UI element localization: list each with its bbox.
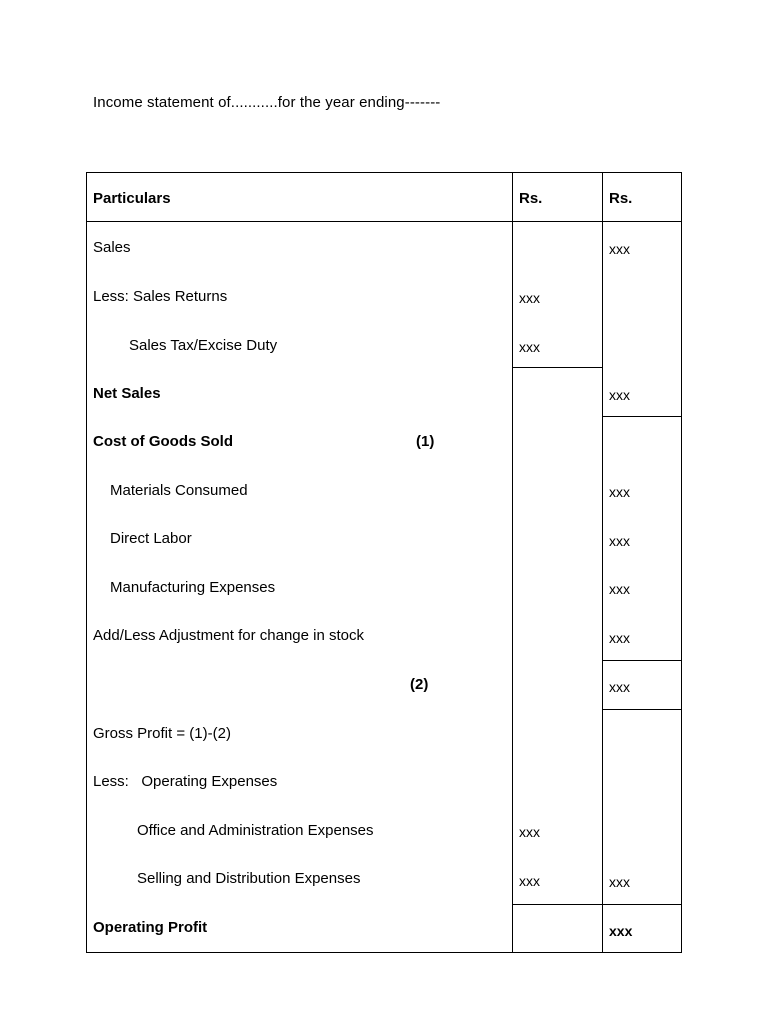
row-gross-profit-label: Gross Profit = (1)-(2) bbox=[93, 725, 231, 742]
row-subtotal-marker: (2) bbox=[410, 676, 429, 693]
col2-rule-after-subtotal bbox=[602, 709, 682, 710]
row-operating-profit-col2: xxx bbox=[609, 923, 633, 939]
row-net-sales-col2: xxx bbox=[609, 387, 630, 403]
row-stock-adjustment-col2: xxx bbox=[609, 630, 630, 646]
col2-left-border bbox=[602, 172, 603, 953]
row-subtotal-col2: xxx bbox=[609, 679, 630, 695]
table-right-border bbox=[681, 172, 682, 953]
row-stock-adjustment-label: Add/Less Adjustment for change in stock bbox=[93, 627, 364, 644]
row-cogs-label: Cost of Goods Sold bbox=[93, 433, 233, 450]
col1-rule-after-duty bbox=[512, 367, 602, 368]
document-title: Income statement of...........for the year ending------- bbox=[93, 94, 441, 111]
rule-before-operating-profit bbox=[512, 904, 682, 905]
row-selling-distribution-col2: xxx bbox=[609, 874, 630, 890]
col1-left-border bbox=[512, 172, 513, 953]
table-left-border bbox=[86, 172, 87, 953]
row-operating-expenses-label: Less: Operating Expenses bbox=[93, 773, 278, 790]
col2-rule-before-subtotal bbox=[602, 660, 682, 661]
row-sales-col2: xxx bbox=[609, 241, 630, 257]
income-statement-table bbox=[86, 172, 682, 953]
row-net-sales-label: Net Sales bbox=[93, 385, 161, 402]
row-manufacturing-label: Manufacturing Expenses bbox=[110, 579, 276, 596]
header-bottom-border bbox=[86, 221, 682, 222]
row-operating-profit-label: Operating Profit bbox=[93, 919, 208, 936]
row-sales-label: Sales bbox=[93, 239, 131, 256]
row-sales-returns-label: Less: Sales Returns bbox=[93, 288, 228, 305]
row-direct-labor-col2: xxx bbox=[609, 533, 630, 549]
row-materials-col2: xxx bbox=[609, 484, 630, 500]
row-cogs-marker: (1) bbox=[416, 433, 435, 450]
row-direct-labor-label: Direct Labor bbox=[110, 530, 192, 547]
col2-rule-after-netsales bbox=[602, 416, 682, 417]
row-office-admin-label: Office and Administration Expenses bbox=[137, 822, 374, 839]
header-rs-col2: Rs. bbox=[609, 190, 633, 207]
row-manufacturing-col2: xxx bbox=[609, 581, 630, 597]
row-office-admin-col1: xxx bbox=[519, 824, 540, 840]
header-rs-col1: Rs. bbox=[519, 190, 543, 207]
row-selling-distribution-col1: xxx bbox=[519, 873, 540, 889]
table-top-border bbox=[86, 172, 682, 173]
row-sales-tax-col1: xxx bbox=[519, 339, 540, 355]
row-materials-label: Materials Consumed bbox=[110, 482, 248, 499]
row-selling-distribution-label: Selling and Distribution Expenses bbox=[137, 870, 361, 887]
table-bottom-border bbox=[86, 952, 682, 953]
row-sales-returns-col1: xxx bbox=[519, 290, 540, 306]
row-sales-tax-label: Sales Tax/Excise Duty bbox=[129, 337, 278, 354]
header-particulars: Particulars bbox=[93, 190, 171, 207]
